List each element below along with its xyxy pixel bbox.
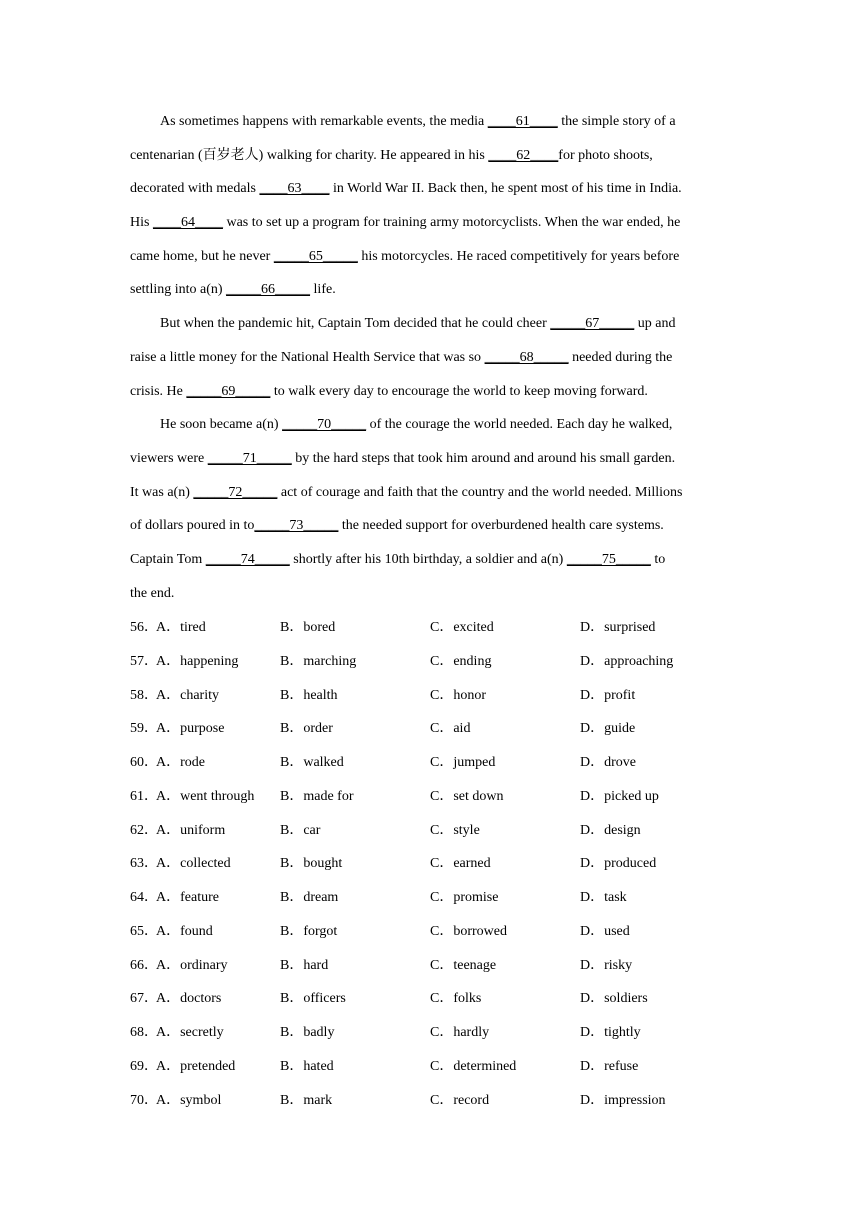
option-d[interactable]: D．approaching: [580, 653, 674, 669]
option-a[interactable]: A．symbol: [156, 1092, 222, 1108]
passage-text: But when the pandemic hit, Captain Tom decided that he could cheer: [160, 316, 551, 332]
option-a[interactable]: A．ordinary: [156, 957, 228, 973]
answer-blank[interactable]: _____75_____: [566, 551, 651, 567]
question-number: 61．: [130, 788, 158, 804]
question-number: 64．: [130, 890, 158, 905]
question-number: 57．: [130, 653, 158, 669]
option-d[interactable]: D．guide: [580, 721, 636, 737]
option-b[interactable]: B．marching: [280, 653, 357, 669]
passage-line: [130, 479, 730, 513]
option-a[interactable]: A．uniform: [156, 822, 226, 838]
option-d[interactable]: D．drove: [580, 755, 636, 770]
answer-blank[interactable]: _____68_____: [484, 349, 569, 365]
answer-blank[interactable]: _____74_____: [205, 551, 290, 567]
question-row: [130, 682, 750, 716]
option-a[interactable]: A．happening: [156, 653, 239, 669]
question-number: 65．: [130, 923, 158, 939]
passage-line: [130, 546, 730, 580]
passage-line: [130, 512, 730, 546]
question-number: 58．: [130, 687, 158, 703]
option-a[interactable]: A．found: [156, 923, 213, 939]
passage-line: [130, 411, 730, 445]
passage-text: to walk every day to encourage the world to keep moving forward.: [270, 383, 648, 399]
passage-text: viewers were: [130, 450, 208, 466]
option-d[interactable]: D．profit: [580, 687, 636, 703]
option-c[interactable]: C．set down: [430, 788, 504, 804]
option-d[interactable]: D．soldiers: [580, 991, 648, 1007]
answer-blank[interactable]: ____62____: [488, 147, 559, 163]
option-b[interactable]: B．bored: [280, 620, 336, 635]
passage-text: settling into a(n): [130, 282, 227, 298]
passage-text: shortly after his 10th birthday, a soldier and a(n): [289, 551, 567, 567]
question-row: [130, 850, 750, 884]
answer-blank[interactable]: _____69_____: [186, 383, 271, 399]
passage-text: by the hard steps that took him around and around his small garden.: [291, 450, 676, 466]
passage-text: of dollars poured in to: [130, 518, 255, 534]
option-a[interactable]: A．pretended: [156, 1058, 236, 1074]
option-d[interactable]: D．risky: [580, 957, 633, 973]
question-row: [130, 1019, 750, 1053]
option-c[interactable]: C．hardly: [430, 1025, 490, 1040]
option-c[interactable]: C．ending: [430, 653, 492, 669]
passage-line: [130, 108, 730, 142]
question-row: [130, 715, 750, 749]
option-c[interactable]: C．style: [430, 822, 480, 838]
option-a[interactable]: A．doctors: [156, 991, 222, 1007]
option-b[interactable]: B．order: [280, 721, 333, 737]
answer-blank[interactable]: _____71_____: [207, 450, 292, 466]
question-row: [130, 918, 750, 952]
option-c[interactable]: C．honor: [430, 687, 486, 703]
question-number: 60．: [130, 755, 158, 770]
option-b[interactable]: B．hard: [280, 957, 329, 973]
question-row: [130, 749, 750, 783]
passage-text: came home, but he never: [130, 248, 274, 264]
option-a[interactable]: A．rode: [156, 755, 205, 770]
passage-text: act of courage and faith that the country and the world needed. Millions: [277, 484, 683, 500]
passage-text: As sometimes happens with remarkable events, the media: [160, 114, 488, 129]
option-d[interactable]: D．impression: [580, 1092, 666, 1108]
option-d[interactable]: D．refuse: [580, 1058, 639, 1074]
answer-blank[interactable]: ____64____: [152, 215, 223, 231]
option-b[interactable]: B．hated: [280, 1058, 334, 1074]
passage-text: centenarian (百岁老人) walking for charity. He appeared in his: [130, 147, 489, 163]
passage-line: [130, 445, 730, 479]
question-number: 70．: [130, 1092, 158, 1108]
option-b[interactable]: B．forgot: [280, 923, 338, 939]
passage-text: his motorcycles. He raced competitively for years before: [357, 248, 680, 264]
question-row: [130, 614, 750, 648]
option-b[interactable]: B．car: [280, 822, 321, 838]
passage-line: [130, 209, 730, 243]
question-row: [130, 648, 750, 682]
option-b[interactable]: B．officers: [280, 991, 346, 1007]
passage-text: up and: [634, 316, 676, 332]
option-b[interactable]: B．walked: [280, 755, 344, 770]
answer-blank[interactable]: _____70_____: [282, 417, 367, 433]
passage-line: [130, 243, 730, 277]
option-b[interactable]: B．made for: [280, 788, 354, 804]
question-number: 69．: [130, 1058, 158, 1074]
passage-text: the simple story of a: [557, 114, 676, 129]
option-a[interactable]: A．purpose: [156, 721, 225, 737]
answer-blank[interactable]: ____63____: [259, 181, 330, 197]
option-c[interactable]: C．folks: [430, 991, 482, 1007]
option-b[interactable]: B．bought: [280, 856, 343, 872]
option-c[interactable]: C．teenage: [430, 957, 497, 973]
option-c[interactable]: C．earned: [430, 856, 491, 872]
answer-blank[interactable]: _____67_____: [550, 316, 635, 332]
option-d[interactable]: D．produced: [580, 856, 657, 872]
passage-line: [130, 344, 730, 378]
option-d[interactable]: D．surprised: [580, 620, 656, 635]
question-row: [130, 952, 750, 986]
passage-text: the needed support for overburdened health care systems.: [338, 518, 664, 534]
option-a[interactable]: A．feature: [156, 890, 219, 905]
option-b[interactable]: B．badly: [280, 1025, 335, 1040]
passage-line: [130, 378, 730, 412]
answer-blank[interactable]: _____65_____: [273, 248, 358, 264]
option-c[interactable]: C．borrowed: [430, 923, 507, 939]
question-number: 67．: [130, 991, 158, 1007]
question-number: 68．: [130, 1025, 158, 1040]
passage-text: of the courage the world needed. Each day he walked,: [366, 417, 673, 433]
answer-options: [130, 614, 750, 1120]
option-a[interactable]: A．collected: [156, 856, 231, 872]
passage-text: Captain Tom: [130, 551, 206, 567]
question-row: [130, 817, 750, 851]
passage-text: for photo shoots,: [558, 147, 653, 163]
question-row: [130, 1053, 750, 1087]
question-row: [130, 884, 750, 918]
option-c[interactable]: C．determined: [430, 1058, 517, 1074]
option-b[interactable]: B．dream: [280, 890, 339, 905]
option-d[interactable]: D．used: [580, 923, 630, 939]
passage-line: [130, 142, 730, 176]
question-number: 62．: [130, 822, 158, 838]
option-d[interactable]: D．task: [580, 890, 627, 905]
passage-text: needed during the: [568, 349, 673, 365]
option-c[interactable]: C．record: [430, 1092, 490, 1108]
passage-text: in World War II. Back then, he spent most of his time in India.: [329, 181, 682, 197]
passage-text: It was a(n): [130, 484, 194, 500]
answer-blank[interactable]: _____73_____: [254, 518, 339, 534]
option-c[interactable]: C．excited: [430, 620, 494, 635]
question-row: [130, 985, 750, 1019]
passage-text: to: [650, 551, 666, 567]
option-a[interactable]: A．secretly: [156, 1025, 224, 1040]
passage-text: the end.: [130, 585, 175, 601]
question-number: 66．: [130, 957, 158, 973]
question-number: 56．: [130, 620, 158, 635]
question-row: [130, 1087, 750, 1121]
option-a[interactable]: A．charity: [156, 687, 219, 703]
passage-line: [130, 175, 730, 209]
option-d[interactable]: D．tightly: [580, 1025, 641, 1040]
passage-text: life.: [310, 282, 336, 298]
passage-text: decorated with medals: [130, 181, 260, 197]
passage-line: [130, 580, 730, 614]
option-c[interactable]: C．aid: [430, 721, 471, 737]
answer-blank[interactable]: _____66_____: [226, 282, 311, 298]
option-d[interactable]: D．design: [580, 822, 641, 838]
passage-text: His: [130, 215, 153, 231]
option-a[interactable]: A．went through: [156, 788, 255, 804]
option-c[interactable]: C．promise: [430, 890, 499, 905]
option-b[interactable]: B．mark: [280, 1092, 333, 1108]
passage-text: He soon became a(n): [160, 417, 283, 433]
option-b[interactable]: B．health: [280, 687, 338, 703]
option-c[interactable]: C．jumped: [430, 755, 496, 770]
question-number: 63．: [130, 856, 158, 872]
option-d[interactable]: D．picked up: [580, 788, 659, 804]
passage-text: crisis. He: [130, 383, 187, 399]
option-a[interactable]: A．tired: [156, 620, 206, 635]
question-number: 59．: [130, 721, 158, 737]
passage-text: was to set up a program for training army motorcyclists. When the war ended, he: [222, 215, 681, 231]
cloze-passage: [130, 108, 730, 613]
answer-blank[interactable]: _____72_____: [193, 484, 278, 500]
question-row: [130, 783, 750, 817]
passage-line: [130, 276, 730, 310]
passage-line: [130, 310, 730, 344]
answer-blank[interactable]: ____61____: [487, 114, 558, 129]
passage-text: raise a little money for the National Health Service that was so: [130, 349, 485, 365]
